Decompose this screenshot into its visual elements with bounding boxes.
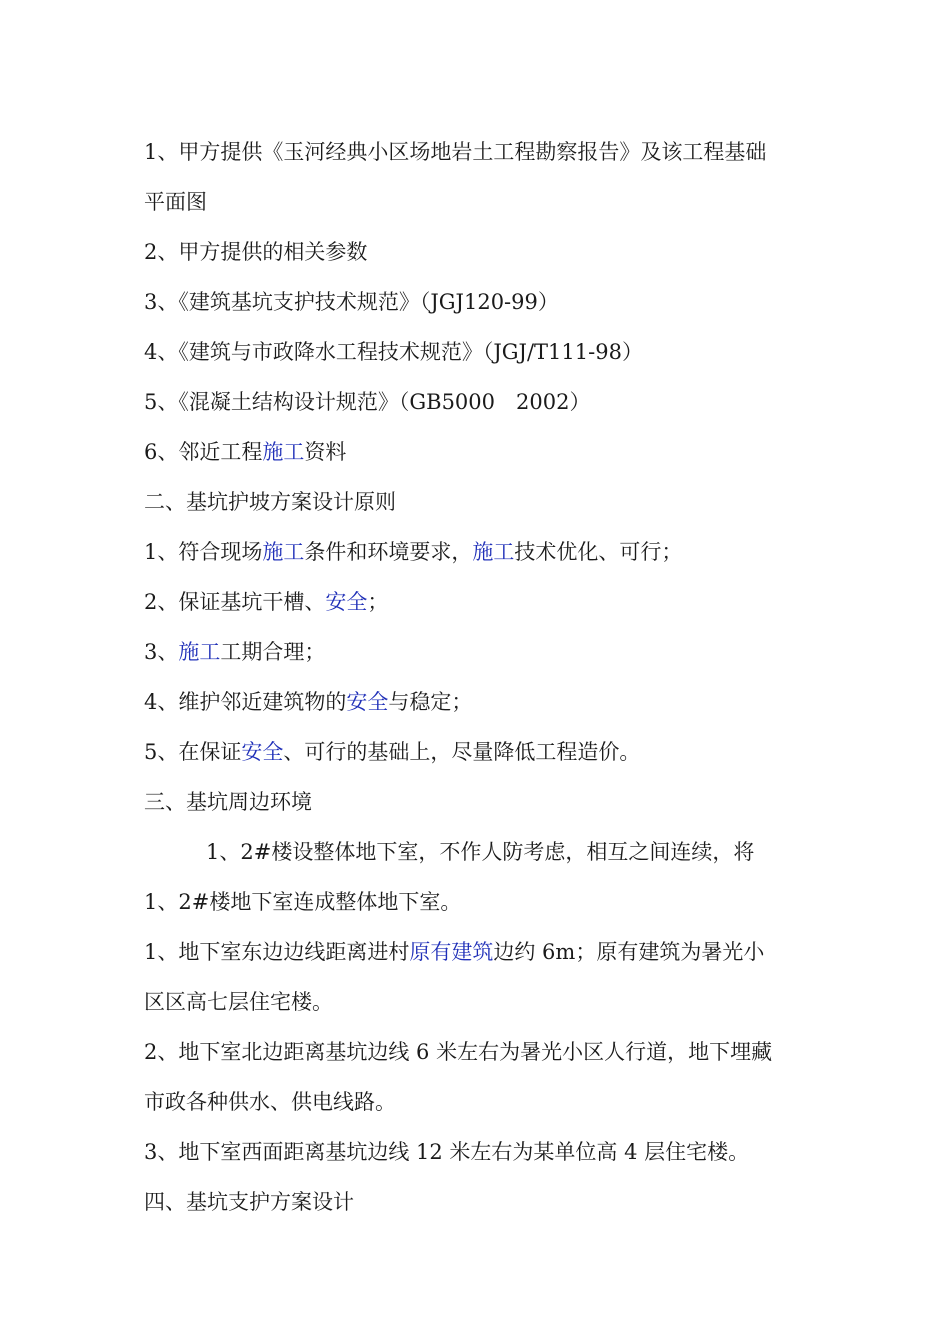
environment-2-cont: 市政各种供水、供电线路。 <box>144 1090 396 1114</box>
line-reference-3: 3、《建筑基坑支护技术规范》（JGJ120-99） <box>144 290 559 314</box>
environment-intro-cont: 1、2#楼地下室连成整体地下室。 <box>144 890 462 914</box>
line-reference-6: 6、邻近工程施工资料 <box>144 440 347 464</box>
keyword-link[interactable]: 施工 <box>472 540 515 564</box>
line-reference-1: 1、甲方提供《玉河经典小区场地岩土工程勘察报告》及该工程基础 <box>144 140 767 164</box>
environment-1: 1、地下室东边边线距离进村原有建筑边约 6m；原有建筑为暑光小 <box>144 940 765 964</box>
environment-3: 3、地下室西面距离基坑边线 12 米左右为某单位高 4 层住宅楼。 <box>144 1140 750 1164</box>
keyword-link[interactable]: 安全 <box>241 740 284 764</box>
principle-1: 1、符合现场施工条件和环境要求，施工技术优化、可行； <box>144 540 683 564</box>
environment-2: 2、地下室北边距离基坑边线 6 米左右为暑光小区人行道，地下埋藏 <box>144 1040 773 1064</box>
section-heading-2: 二、基坑护坡方案设计原则 <box>144 490 396 514</box>
principle-3: 3、施工工期合理； <box>144 640 326 664</box>
environment-intro: 1、2#楼设整体地下室，不作人防考虑，相互之间连续，将 <box>206 840 755 864</box>
section-heading-4: 四、基坑支护方案设计 <box>144 1190 354 1214</box>
line-reference-4: 4、《建筑与市政降水工程技术规范》（JGJ/T111-98） <box>144 340 643 364</box>
keyword-link[interactable]: 安全 <box>346 690 389 714</box>
keyword-link[interactable]: 施工 <box>178 640 221 664</box>
principle-4: 4、维护邻近建筑物的安全与稳定； <box>144 690 473 714</box>
line-reference-5: 5、《混凝土结构设计规范》（GB5000 2002） <box>144 390 591 414</box>
section-heading-3: 三、基坑周边环境 <box>144 790 312 814</box>
keyword-link[interactable]: 施工 <box>262 440 305 464</box>
environment-1-cont: 区区高七层住宅楼。 <box>144 990 333 1014</box>
principle-2: 2、保证基坑干槽、安全； <box>144 590 389 614</box>
keyword-link[interactable]: 原有建筑 <box>409 940 494 964</box>
keyword-link[interactable]: 施工 <box>262 540 305 564</box>
line-reference-2: 2、甲方提供的相关参数 <box>144 240 368 264</box>
keyword-link[interactable]: 安全 <box>325 590 368 614</box>
principle-5: 5、在保证安全、可行的基础上，尽量降低工程造价。 <box>144 740 641 764</box>
line-reference-1-cont: 平面图 <box>144 190 207 214</box>
